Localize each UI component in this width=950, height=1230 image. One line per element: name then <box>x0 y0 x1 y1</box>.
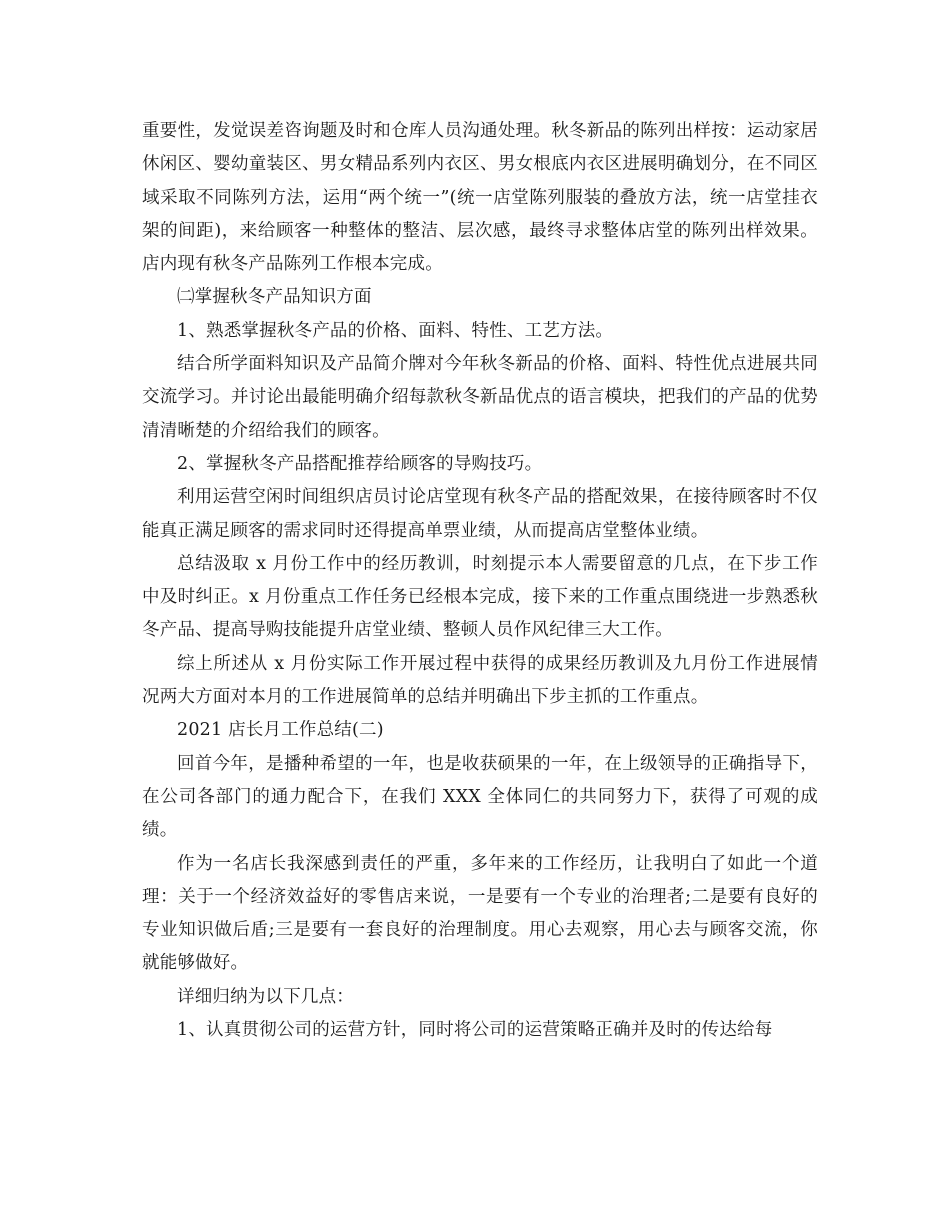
paragraph-year-review: 回首今年，是播种希望的一年，也是收获硕果的一年，在上级领导的正确指导下，在公司各部门的通力配合下，在我们 XXX 全体同仁的共同努力下，获得了可观的成绩。 <box>142 753 818 841</box>
section-title-store-manager-summary-2: 2021 店长月工作总结(二) <box>177 720 384 741</box>
paragraph-staff-discussion: 利用运营空闲时间组织店员讨论店堂现有秋冬产品的搭配效果，在接待顾客时不仅能真正满足顾客的需求同时还得提高单票业绩，从而提高店堂整体业绩。 <box>142 487 818 541</box>
section-heading-product-knowledge: ㈡掌握秋冬产品知识方面 <box>177 287 372 308</box>
paragraph-lessons-learned: 总结汲取 x 月份工作中的经历教训，时刻提示本人需要留意的几点，在下步工作中及时纠正。x 月份重点工作任务已经根本完成，接下来的工作重点围绕进一步熟悉秋冬产品、提高导购技能提升店堂业绩、整顿人员作风纪律三大工作。 <box>142 553 818 641</box>
paragraph-summary: 综上所述从 x 月份实际工作开展过程中获得的成果经历教训及九月份工作进展情况两大方面对本月的工作进展简单的总结并明确出下步主抓的工作重点。 <box>142 653 818 708</box>
paragraph-display-continuation: 重要性，发觉误差咨询题及时和仓库人员沟通处理。秋冬新品的陈列出样按：运动家居休闲区、婴幼童装区、男女精品系列内衣区、男女根底内衣区进展明确划分，在不同区域采取不同陈列方法，运用“两个统一”(统一店堂陈列服装的叠放方法，统一店堂挂衣架的间距)，来给顾客一种整体的整洁、层次感，最终寻求整体店堂的陈列出样效果。店内现有秋冬产品陈列工作根本完成。 <box>142 121 818 275</box>
document-body <box>142 115 818 1047</box>
paragraph-points-intro: 详细归纳为以下几点： <box>177 986 354 1007</box>
paragraph-fabric-knowledge: 结合所学面料知识及产品简介牌对今年秋冬新品的价格、面料、特性优点进展共同交流学习。并讨论出最能明确介绍每款秋冬新品优点的语言模块，把我们的产品的优势清清晰楚的介绍给我们的顾客。 <box>142 354 818 441</box>
list-item-product-familiarity: 1、熟悉掌握秋冬产品的价格、面料、特性、工艺方法。 <box>177 320 614 341</box>
list-item-company-policy: 1、认真贯彻公司的运营方针，同时将公司的运营策略正确并及时的传达给每 <box>177 1020 773 1041</box>
list-item-matching-skills: 2、掌握秋冬产品搭配推荐给顾客的导购技巧。 <box>177 453 543 474</box>
paragraph-manager-responsibility: 作为一名店长我深感到责任的严重，多年来的工作经历，让我明白了如此一个道理：关于一个经济效益好的零售店来说，一是要有一个专业的治理者;二是要有良好的专业知识做后盾;三是要有一套良好的治理制度。用心去观察，用心去与顾客交流，你就能够做好。 <box>142 853 818 974</box>
